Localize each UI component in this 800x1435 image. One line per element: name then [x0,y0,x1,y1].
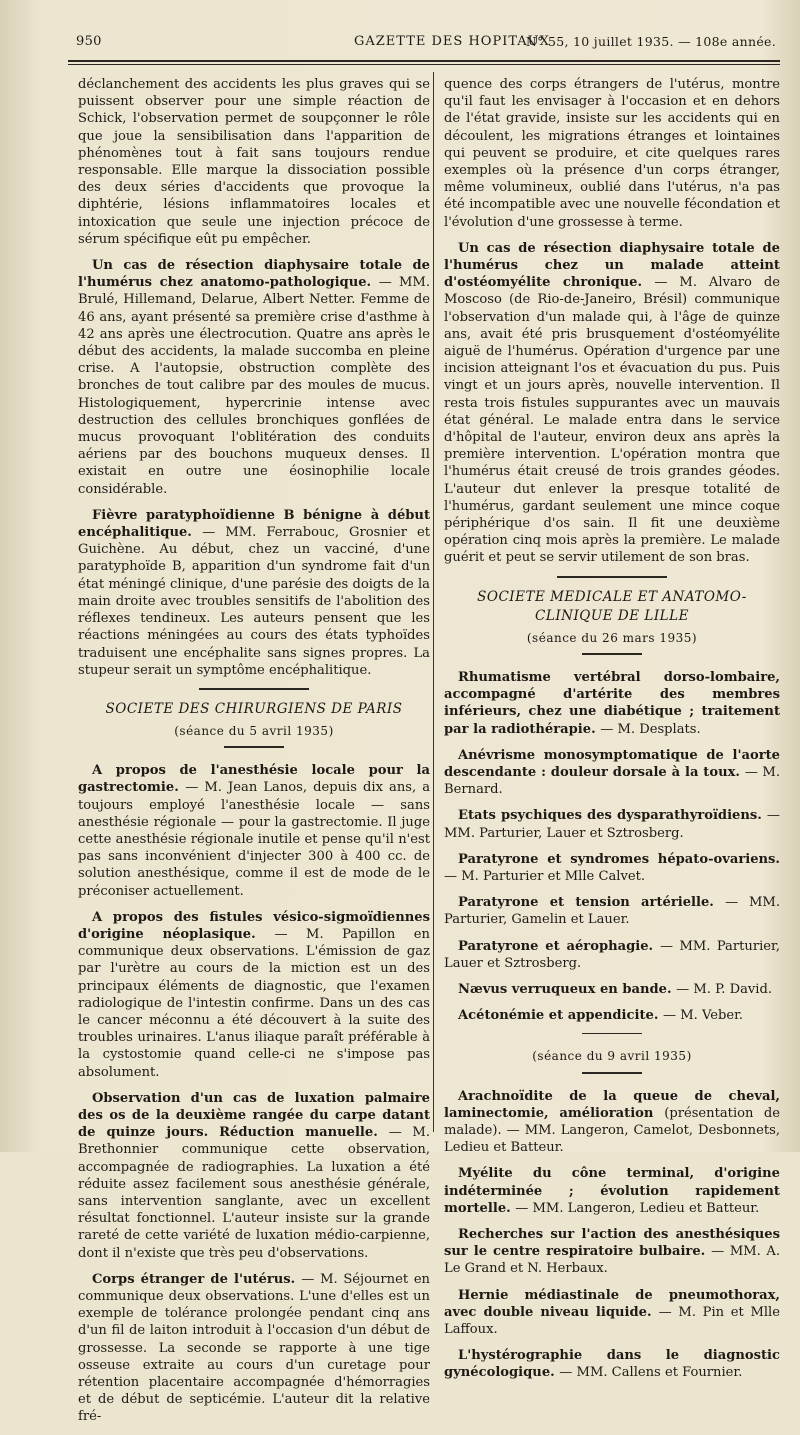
abstract-authors: — M. Bernard. [444,764,780,798]
abstract-authors: — M. Parturier et Mlle Calvet. [444,868,646,884]
abstract-body: communique l'observation d'un malade qui, à l'âge de quinze ans, avait été pris brusquement d'ostéomyélite aiguë de l'humérus. Opération d'urgence par une incision atteignant l'os et évacuation du pus. Puis vingt et un jours après, nouvelle intervention. Il resta trois fistules suppurantes avec un mauvais état général. Le malade entra dans le service d'hôpital de l'auteur, environ deux ans après la première intervention. L'opération montra que l'humérus était creusé de trois grandes géodes. L'auteur dut enlever la presque totalité de l'humérus, gardant seulement une mince coque périphérique d'os sain. Il fit une deuxième opération cinq mois après la première. Le malade guérit et peut se servir utilement de son bras. [444,292,780,566]
abstract-body: communique cette observation, accompagnée de radiographies. La luxation a été réduite assez facilement sous anesthésie générale, sans intervention sanglante, avec un excellent résultat fonctionnel. L'auteur insiste sur la grande rareté de cette variété de luxation médio-carpienne, dont il n'existe que très peu d'observations. [78,1142,430,1261]
abstract-title: Un cas de résection diaphysaire totale de l'humérus chez anatomo-pathologique. [78,258,430,291]
journal-title: GAZETTE DES HOPITAUX [354,34,550,49]
abstract-authors: — M. Veber. [662,1008,744,1024]
section-rule [557,576,667,578]
abstract-title: Un cas de résection diaphysaire totale de l'humérus chez un malade atteint d'ostéomyélite chronique. [444,240,780,291]
abstract-title: Etats psychiques des dysparathyroïdiens. [458,808,767,824]
abstract [444,747,780,799]
abstract-title: Observation d'un cas de luxation palmaire des os de la deuxième rangée du carpe datant de quinze jours. Réduction manuelle. [78,1090,430,1141]
abstract-authors: — M. Desplats. [600,721,701,737]
session-date: (séance du 9 avril 1935) [532,1049,692,1064]
session-date: (séance du 26 mars 1935) [526,630,698,645]
abstract-authors: — M. Papillon [274,926,414,942]
abstract [444,938,780,972]
abstract-title: Paratyrone et aérophagie. [458,938,660,954]
abstract [78,1271,430,1426]
section-title: SOCIETE DES CHIRURGIENS DE PARIS [105,700,403,717]
abstract [444,669,780,738]
abstract-title: A propos de l'anesthésie locale pour la gastrectomie. [78,763,430,796]
abstract-authors: — MM. Brulé, Hillemand, Delarue, Albert Netter. [78,275,430,308]
abstract-title: Anévrisme monosymptomatique de l'aorte descendante : douleur dorsale à la toux. [444,747,780,780]
abstract-body: en communique deux observations. L'une d'elles est un exemple de tolérance prolongée pendant cinq ans d'un fil de laiton introduit à l'occasion d'un début de grossesse. La seconde se rapporte à une tige osseuse extraite au cours d'un curetage pour rétention placentaire accompagnée d'hémorragies et de début de septicémie. L'auteur dit la relative fré- [78,1271,430,1425]
abstract-authors: — MM. Parturier, Lauer et Sztrosberg. [444,808,780,841]
abstract-title: A propos des fistules vésico-sigmoïdiennes d'origine néoplasique. [78,909,430,942]
abstract [444,1088,780,1157]
abstract-authors: — M. P. David. [676,981,773,997]
abstract-title: Corps étranger de l'utérus. [92,1271,302,1287]
abstract-title: Rhumatisme vertébral dorso-lombaire, accompagné d'artérite des membres inférieurs, chez une diabétique ; traitement par la radiothérapie. [444,669,780,737]
paragraph: déclanchement des accidents les plus graves qui se puissent observer pour une simple réaction de Schick, l'observation permet de soupçonner le rôle que joue la sensibilisation dans l'apparition de phénomènes tout à fait sans toujours rendue responsable. Elle marque la dissociation possible des deux séries d'accidents que provoque la diphtérie, lésions inflammatoires locales et intoxication que seule une injection précoce de sérum spécifique eût pu empêcher. [78,77,430,247]
abstract-title: Hernie médiastinale de pneumothorax, avec double niveau liquide. [444,1287,780,1320]
abstract-body: — M. Jean Lanos, depuis dix ans, a toujours employé l'anesthésie locale — sans anesthésie régionale — pour la gastrectomie. Il juge cette anesthésie régionale inutile et pense qu'il n'est pas sans inconvénient d'injecter 300 à 400 cc. de solution anesthésique, comme il est de mode de le préconiser actuellement. [78,780,431,899]
abstract-authors: — MM. Parturier, Lauer et Sztrosberg. [444,938,780,971]
abstract-authors: — M. Pin et Mlle Laffoux. [444,1304,780,1337]
right-column [444,76,780,1391]
abstract-title: Recherches sur l'action des anesthésiques sur le centre respiratoire bulbaire. [444,1226,780,1260]
abstract-authors: — MM. A. Le Grand et N. Herbaux. [444,1244,780,1277]
abstract [444,807,780,841]
page-header [62,34,782,56]
section-rule-short [582,1072,642,1074]
session-date: (séance du 5 avril 1935) [174,723,334,738]
abstract [78,257,430,498]
abstract [444,1165,780,1217]
section-rule-short [582,653,642,655]
abstract-title: Myélite du cône terminal, d'origine indéterminée ; évolution rapidement mortelle. [444,1166,780,1216]
abstract [444,981,780,998]
abstract-title: Nævus verruqueux en bande. [458,981,677,997]
abstract-authors: — MM. Parturier, Gamelin et Lauer. [444,895,780,928]
abstract [444,851,780,885]
abstract-title: Paratyrone et tension artérielle. [458,895,726,911]
abstract [444,1347,780,1381]
abstract [444,240,780,567]
abstract [78,507,430,679]
header-rule-thin [68,64,780,65]
page-number: 950 [76,34,102,49]
section-rule-thin [582,1033,642,1034]
abstract [78,762,430,900]
abstract-authors: — MM. Callens et Fournier. [559,1365,743,1381]
section-title: SOCIETE MEDICALE ET ANATOMO-CLINIQUE DE LILLE [477,588,747,624]
abstract-body: Au début, chez un vacciné, d'une paratyphoïde B, apparition d'un syndrome fait d'un état méningé clinique, d'une parésie des doigts de la main droite avec troubles sensitifs de l'abolition des réflexes tendineux. Les auteurs pensent que les réactions méningées au cours des états typhoïdes traduisent une encéphalite sans signes propres. La stupeur serait un symptôme encéphalitique. [78,542,430,678]
abstract-title: Arachnoïdite de la queue de cheval, laminectomie, amélioration [444,1088,780,1121]
section-rule-short [224,746,284,748]
section-rule [199,688,309,690]
abstract-body: en communique deux observations. L'émission de gaz par l'urètre au cours de la miction est un des principaux éléments de diagnostic, que l'examen radiologique de l'intestin confirme. Dans un des cas le cancer méconnu a été découvert à la suite des troubles urinaires. L'anus iliaque paraît préférable à la cystostomie quand celle-ci ne s'impose pas absolument. [78,926,430,1080]
abstract-title: Fièvre paratyphoïdienne B bénigne à début encéphalitique. [78,507,430,541]
issue-info: N° 55, 10 juillet 1935. — 108e année. [525,34,776,49]
header-rule [68,60,780,62]
abstract-authors: — M. Brethonnier [78,1125,430,1158]
abstract-authors: — M. Alvaro de Moscoso (de Rio-de-Janeiro, Brésil) [444,275,780,308]
abstract-title: Paratyrone et syndromes hépato-ovariens. [458,851,780,867]
abstract-authors: (présentation de malade). — MM. Langeron, Camelot, Desbonnets, Ledieu et Batteur. [444,1105,780,1156]
abstract [78,909,430,1081]
abstract-title: Acétonémie et appendicite. [458,1008,663,1024]
left-column [78,76,430,1435]
abstract [444,1287,780,1339]
abstract [78,1090,430,1262]
column-divider [433,72,434,1132]
abstract-authors: — M. Séjournet [301,1271,414,1287]
abstract-authors: — MM. Langeron, Ledieu et Batteur. [515,1200,760,1216]
abstract [444,1007,780,1024]
abstract-title: L'hystérographie dans le diagnostic gynécologique. [444,1348,780,1381]
abstract-authors: — MM. Ferrabouc, Grosnier et Guichène. [78,525,430,558]
abstract [444,894,780,928]
abstract-body: Femme de 46 ans, ayant présenté sa première crise d'asthme à 42 ans après une électrocution. Quatre ans après le début des accidents, la malade succomba en pleine crise. A l'autopsie, obstruction complète des bronches de tout calibre par des moules de mucus. Histologiquement, hypercrinie intense avec destruction des cellules bronchiques gonflées de mucus provoquant l'oblitération des conduits aériens par des bouchons muqueux denses. Il existait en outre une éosinophilie locale considérable. [78,292,430,497]
paragraph: quence des corps étrangers de l'utérus, montre qu'il faut les envisager à l'occasion et en dehors de l'état gravide, insiste sur les accidents qui en découlent, les migrations étranges et lointaines qui peuvent se produire, et cite quelques rares exemples où la présence d'un corps étranger, même volumineux, oublié dans l'utérus, n'a pas été incompatible avec une nouvelle fécondation et l'évolution d'une grossesse à terme. [444,77,780,230]
abstract [444,1226,780,1278]
